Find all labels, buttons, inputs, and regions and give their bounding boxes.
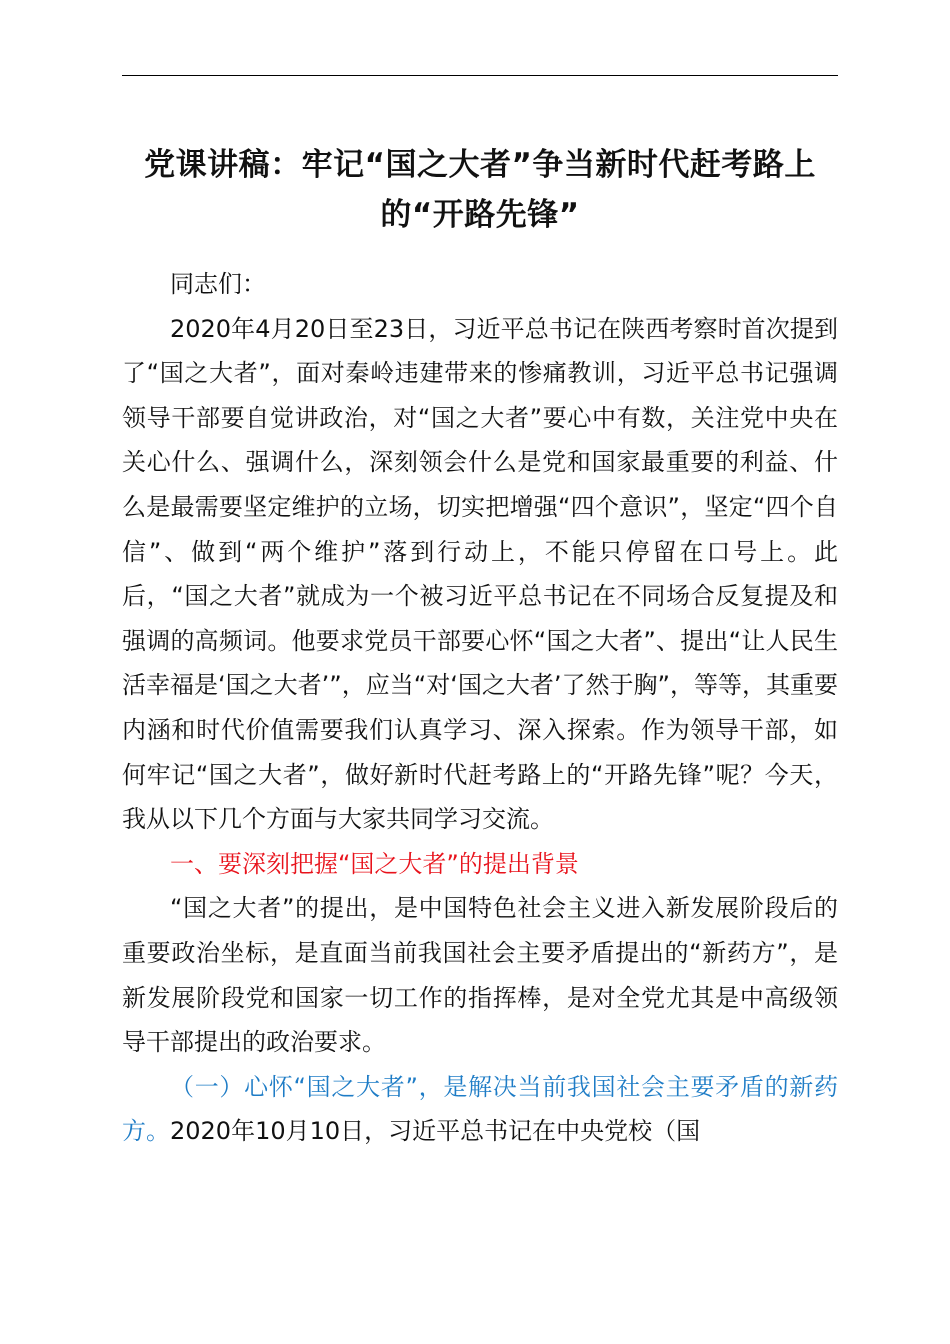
subsection-1-text: 2020年10月10日，习近平总书记在中央党校（国 [170, 1117, 701, 1146]
subsection-1-heading: （一）心怀“国之大者”，是解决当前我国社会主要矛盾的新药方。 [122, 1072, 838, 1146]
section-1-heading: 一、要深刻把握“国之大者”的提出背景 [170, 849, 579, 878]
document-body [122, 262, 838, 1154]
document-title: 党课讲稿：牢记“国之大者”争当新时代赶考路上的“开路先锋” [144, 147, 816, 233]
section-1-paragraph: “国之大者”的提出，是中国特色社会主义进入新发展阶段后的重要政治坐标，是直面当前我国社会主要矛盾提出的“新药方”，是新发展阶段党和国家一切工作的指挥棒，是对全党尤其是中高级领导干部提出的政治要求。 [122, 894, 838, 1057]
subsection-1-paragraph [122, 1065, 838, 1154]
salutation: 同志们： [170, 270, 266, 298]
header-rule [122, 75, 838, 76]
intro-paragraph: 2020年4月20日至23日，习近平总书记在陕西考察时首次提到了“国之大者”，面对秦岭违建带来的惨痛教训，习近平总书记强调领导干部要自觉讲政治，对“国之大者”要心中有数，关注党中央在关心什么、强调什么，深刻领会什么是党和国家最重要的利益、什么是最需要坚定维护的立场，切实把增强“四个意识”，坚定“四个自信”、做到“两个维护”落到行动上，不能只停留在口号上。此后，“国之大者”就成为一个被习近平总书记在不同场合反复提及和强调的高频词。他要求党员干部要心怀“国之大者”、提出“让人民生活幸福是‘国之大者’”，应当“对‘国之大者’了然于胸”，等等，其重要内涵和时代价值需要我们认真学习、深入探索。作为领导干部，如何牢记“国之大者”，做好新时代赶考路上的“开路先锋”呢？今天，我从以下几个方面与大家共同学习交流。 [122, 314, 838, 834]
